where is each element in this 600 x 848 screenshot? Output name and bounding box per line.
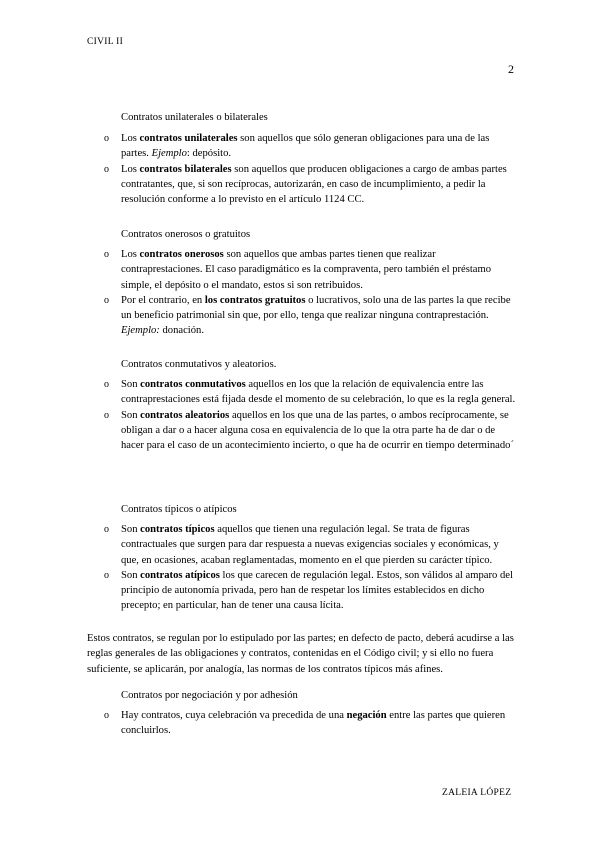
bullet-list (104, 131, 516, 207)
list-item: o Son contratos conmutativos aquellos en los que la relación de equivalencia entre las contraprestaciones está fijada desde el momento de su celebración, lo que es la regla general. (104, 379, 516, 406)
header-course: CIVIL II (87, 37, 124, 47)
bullet-icon: o (104, 379, 109, 390)
bullet-icon: o (104, 710, 109, 721)
section-heading: Contratos típicos o atípicos (121, 504, 237, 515)
list-item: o Son contratos atípicos los que carecen de regulación legal. Estos, son válidos al amparo del principio de autonomía privada, pero han de respetar los límites establecidos en dicho precepto; en particular, han de tener una causa lícita. (104, 569, 513, 612)
bullet-icon: o (104, 409, 109, 421)
body-paragraph: Estos contratos, se regulan por lo estipulado por las partes; en defecto de pacto, deberá acudirse a las reglas generales de las obligaciones y contratos, contenidas en el Código civil; y si ello no fuera suficiente, se aplicarán, por analogía, las normas de los contratos típicos más afines. (87, 633, 514, 675)
bullet-list (104, 522, 516, 614)
bullet-icon: o (104, 294, 109, 306)
bullet-icon: o (104, 524, 109, 535)
bullet-icon: o (104, 569, 109, 581)
list-item: o Son contratos típicos aquellos que tienen una regulación legal. Se trata de figuras contractuales que surgen para dar respuesta a nuevas exigencias sociales y económicas, y que, en ocasiones, acaban reglamentadas, momento en el que pierden su carácter típico. (104, 524, 499, 566)
section-heading: Contratos onerosos o gratuitos (121, 229, 251, 240)
bullet-icon: o (104, 133, 109, 144)
bullet-list (104, 708, 516, 739)
section-heading: Contratos conmutativos y aleatorios. (121, 359, 277, 370)
bullet-list (104, 377, 516, 453)
list-item: o Los contratos unilaterales son aquellos que sólo generan obligaciones para una de las partes. Ejemplo: depósito. (104, 133, 490, 160)
bullet-icon: o (104, 249, 109, 260)
list-item: o Por el contrario, en los contratos gratuitos o lucrativos, solo una de las partes la que recibe un beneficio patrimonial sin que, por ello, tenga que realizar ninguna contraprestación. Ejemplo: donación. (104, 294, 511, 337)
section-heading: Contratos unilaterales o bilaterales (121, 112, 268, 123)
list-item: o Los contratos bilaterales son aquellos que producen obligaciones a cargo de ambas partes contratantes, que, si son recíprocas, autorizarán, en caso de incumplimiento, a pedir la resolución conforme a lo previsto en el artículo 1124 CC. (104, 163, 507, 206)
section-heading: Contratos por negociación y por adhesión (121, 690, 298, 701)
bullet-list (104, 247, 516, 339)
bullet-icon: o (104, 163, 109, 175)
list-item: o Hay contratos, cuya celebración va precedida de una negación entre las partes que quieren concluirlos. (104, 710, 506, 737)
page-number: 2 (508, 62, 514, 76)
list-item: o Son contratos aleatorios aquellos en los que una de las partes, o ambos recíprocamente, se obligan a dar o a hacer alguna cosa en equivalencia de lo que la otra parte ha de dar o de hacer para el caso de un acontecimiento incierto, o que ha de ocurrir en tiempo determinado´ (104, 409, 514, 452)
list-item: o Los contratos onerosos son aquellos que ambas partes tienen que realizar contraprestaciones. El caso paradigmático es la compraventa, pero también el préstamo simple, el depósito o el mandato, estos si son retribuidos. (104, 249, 492, 291)
footer-author: ZALEIA LÓPEZ (442, 788, 512, 798)
